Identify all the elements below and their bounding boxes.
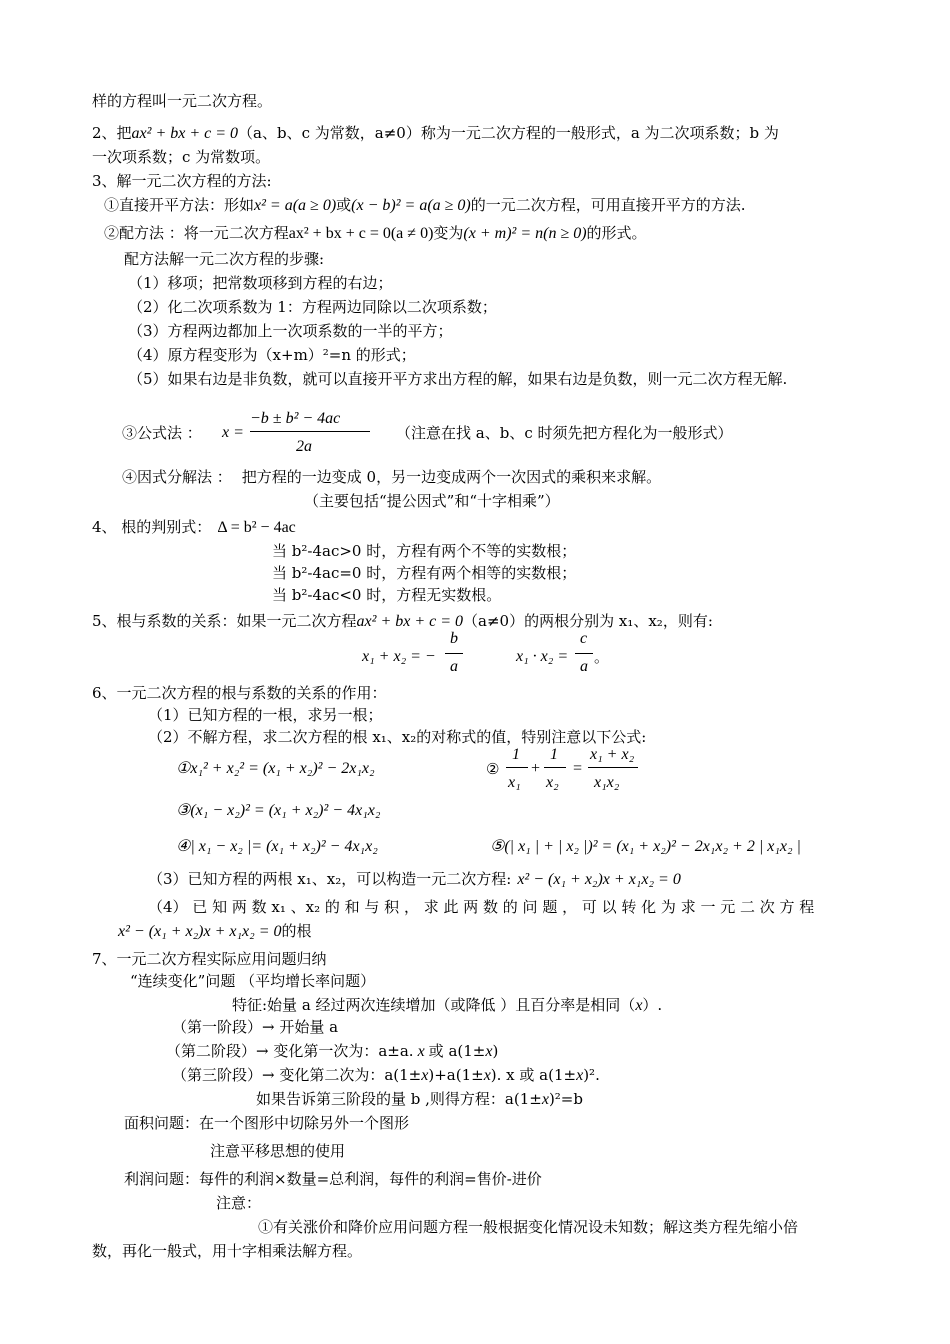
section-4-line bbox=[92, 518, 296, 537]
identity-4 bbox=[176, 838, 378, 856]
stage-3-text-g: )². bbox=[583, 1066, 600, 1084]
vieta-sum-numerator-text: b bbox=[450, 630, 458, 647]
identity-2-plus-text: + bbox=[530, 760, 541, 777]
identity-1 bbox=[176, 760, 375, 778]
method-1-line bbox=[104, 196, 746, 215]
identity-2-label-text: ② bbox=[486, 760, 500, 778]
identity-2-bar-1 bbox=[506, 767, 528, 768]
identity-2-den-1-text: x₁ bbox=[508, 774, 521, 791]
section-2-line-2 bbox=[92, 148, 270, 166]
method-1-or: 或 bbox=[336, 196, 352, 214]
identity-2-num-1-text: 1 bbox=[512, 746, 520, 763]
identity-5 bbox=[490, 838, 801, 856]
method-1-formula-1: x² = a(a ≥ 0) bbox=[254, 197, 337, 214]
note-1-text-b: 数，再化一般式，用十字相乘法解方程。 bbox=[92, 1242, 363, 1260]
identity-2-den-2-text: x₂ bbox=[546, 774, 559, 791]
stage-3-var-3: x bbox=[576, 1067, 584, 1084]
use-4-formula: x² − (x₁ + x₂)x + x₁x₂ = 0 bbox=[118, 923, 282, 940]
method-1-label: ①直接开平方法：形如 bbox=[104, 196, 255, 214]
discriminant-case-2 bbox=[272, 564, 576, 582]
quadratic-formula-numerator bbox=[250, 410, 340, 428]
feature-line bbox=[232, 996, 662, 1015]
note-1-line-1 bbox=[258, 1218, 798, 1236]
stage-2-var-2: x bbox=[485, 1043, 493, 1060]
method-3-note bbox=[396, 424, 732, 442]
step-1 bbox=[128, 274, 393, 292]
vieta-sum-denominator bbox=[450, 658, 458, 676]
vieta-product-numerator bbox=[580, 630, 587, 648]
continuous-change-heading bbox=[130, 972, 375, 990]
stage-3-var-2: x bbox=[483, 1067, 491, 1084]
result-text-b: )²=b bbox=[548, 1090, 583, 1108]
identity-2-label bbox=[486, 760, 499, 778]
stage-1-text: （第一阶段）→ 开始量 a bbox=[172, 1018, 339, 1036]
profit-problem-text: 利润问题：每件的利润×数量=总利润，每件的利润=售价-进价 bbox=[124, 1170, 542, 1188]
method-2-formula-1: ax² + bx + c = 0(a ≠ 0) bbox=[288, 225, 434, 242]
use-4-text: （4） 已 知 两 数 x₁ 、x₂ 的 和 与 积 ， 求 此 两 数 的 问 题 ， 可 以 转 化 为 求 一 元 二 次 方 程 bbox=[148, 898, 815, 916]
feature-tail: ）. bbox=[642, 996, 663, 1014]
vieta-product-bar bbox=[575, 653, 593, 654]
method-4-note-text: （主要包括“提公因式”和“十字相乘”） bbox=[304, 492, 560, 510]
use-4-line-2 bbox=[118, 922, 312, 941]
method-2-line bbox=[104, 224, 647, 243]
identity-2-den-2 bbox=[546, 774, 559, 792]
identity-4-text: ④| x₁ − x₂ |= (x₁ + x₂)² − 4x₁x₂ bbox=[176, 838, 378, 855]
section-3-heading bbox=[92, 172, 272, 190]
continuous-change-heading-text: “连续变化”问题 （平均增长率问题） bbox=[130, 972, 376, 990]
feature-text: 特征:始量 a 经过两次连续增加（或降低 ）且百分率是相同（ bbox=[232, 996, 636, 1014]
intro-text: 样的方程叫一元二次方程。 bbox=[92, 92, 273, 110]
section-6-heading-text: 6、一元二次方程的根与系数的关系的作用： bbox=[92, 684, 387, 702]
use-3-text: （3）已知方程的两根 x₁、x₂，可以构造一元二次方程: bbox=[148, 870, 512, 888]
method-3-label-text: ③公式法 ： bbox=[122, 424, 202, 442]
discriminant-case-3-text: 当 b²-4ac<0 时，方程无实数根。 bbox=[272, 586, 502, 604]
method-2-label: ②配方法 ：将一元二次方程 bbox=[104, 224, 289, 242]
vieta-sum-lhs-text: x₁ + x₂ = − bbox=[362, 648, 436, 665]
identity-2-num-2-text: 1 bbox=[550, 746, 558, 763]
stage-2 bbox=[166, 1042, 498, 1061]
use-1 bbox=[148, 706, 383, 724]
identity-2-num-1 bbox=[512, 746, 520, 764]
area-note bbox=[210, 1142, 345, 1160]
identity-2-bar-3 bbox=[588, 767, 638, 768]
identity-2-eq bbox=[572, 760, 583, 778]
quadratic-formula-denominator-text: 2a bbox=[296, 438, 312, 455]
profit-problem bbox=[124, 1170, 542, 1188]
general-form-formula: ax² + bx + c = 0 bbox=[131, 125, 239, 142]
identity-3-text: ③(x₁ − x₂)² = (x₁ + x₂)² − 4x₁x₂ bbox=[176, 802, 381, 819]
section-5-formula: ax² + bx + c = 0 bbox=[356, 613, 464, 630]
step-5 bbox=[128, 370, 787, 388]
section-2-prefix: 2、把 bbox=[92, 124, 132, 142]
area-note-text: 注意平移思想的使用 bbox=[210, 1142, 346, 1160]
discriminant-formula: Δ = b² − 4ac bbox=[217, 519, 296, 536]
stage-1 bbox=[172, 1018, 338, 1036]
quadratic-formula-bar bbox=[250, 431, 370, 432]
identity-1-text: ①x₁² + x₂² = (x₁ + x₂)² − 2x₁x₂ bbox=[176, 760, 375, 777]
step-4-text: （4）原方程变形为（x+m）²=n 的形式； bbox=[128, 346, 416, 364]
step-3-text: （3）方程两边都加上一次项系数的一半的平方； bbox=[128, 322, 453, 340]
method-4-text: 把方程的一边变成 0，另一边变成两个一次因式的乘积来求解。 bbox=[241, 468, 662, 486]
method-1-tail: 的一元二次方程，可用直接开平方的方法. bbox=[470, 196, 746, 214]
result-text-a: 如果告诉第三阶段的量 b ,则得方程：a(1± bbox=[256, 1090, 542, 1108]
identity-3 bbox=[176, 802, 380, 820]
result-variable: x bbox=[541, 1091, 549, 1108]
notice-label-text: 注意： bbox=[216, 1194, 262, 1212]
vieta-product-numerator-text: c bbox=[580, 630, 588, 647]
result-line bbox=[256, 1090, 583, 1109]
identity-2-num-2 bbox=[550, 746, 558, 764]
section-4-heading: 4、 根的判别式： bbox=[92, 518, 212, 536]
vieta-sum-lhs bbox=[362, 648, 436, 666]
section-6-heading bbox=[92, 684, 387, 702]
stage-3-text-a: （第三阶段）→ 变化第二次为：a(1± bbox=[172, 1066, 422, 1084]
section-3-heading-text: 3、解一元二次方程的方法: bbox=[92, 172, 272, 190]
identity-2-den-1 bbox=[508, 774, 521, 792]
discriminant-case-2-text: 当 b²-4ac=0 时，方程有两个相等的实数根； bbox=[272, 564, 577, 582]
area-problem bbox=[124, 1114, 409, 1132]
stage-3-text-e: ). x 或 a(1± bbox=[490, 1066, 577, 1084]
section-5-prefix: 5、根与系数的关系：如果一元二次方程 bbox=[92, 612, 357, 630]
vieta-product-lhs bbox=[516, 648, 568, 666]
step-2 bbox=[128, 298, 497, 316]
discriminant-case-3 bbox=[272, 586, 501, 604]
vieta-product-tail-text: 。 bbox=[594, 648, 610, 666]
quadratic-formula-denominator bbox=[296, 438, 312, 456]
identity-2-bar-2 bbox=[544, 767, 566, 768]
stage-3-text-c: )+a(1± bbox=[428, 1066, 484, 1084]
identity-2-num-3 bbox=[590, 746, 634, 764]
section-2-continuation: 一次项系数；c 为常数项。 bbox=[92, 148, 271, 166]
quadratic-formula-numerator-text: −b ± b² − 4ac bbox=[250, 410, 341, 427]
vieta-product-tail bbox=[594, 648, 609, 666]
step-1-text: （1）移项；把常数项移到方程的右边； bbox=[128, 274, 393, 292]
method-4-line bbox=[122, 468, 661, 486]
vieta-sum-denominator-text: a bbox=[450, 658, 458, 675]
stage-2-text-e: ) bbox=[492, 1042, 499, 1060]
notice-label bbox=[216, 1194, 261, 1212]
method-3-note-text: （注意在找 a、b、c 时须先把方程化为一般形式） bbox=[396, 424, 733, 442]
use-4-line-1 bbox=[148, 898, 814, 916]
note-1-line-2 bbox=[92, 1242, 362, 1260]
step-2-text: （2）化二次项系数为 1：方程两边同除以二次项系数； bbox=[128, 298, 497, 316]
step-3 bbox=[128, 322, 453, 340]
use-2 bbox=[148, 728, 646, 746]
stage-3 bbox=[172, 1066, 600, 1085]
identity-2-den-3-text: x₁x₂ bbox=[594, 774, 620, 791]
use-2-text: （2）不解方程，求二次方程的根 x₁、x₂的对称式的值，特别注意以下公式: bbox=[148, 728, 647, 746]
identity-2-eq-text: = bbox=[572, 760, 583, 777]
stage-2-text-a: （第二阶段）→ 变化第一次为：a±a. bbox=[166, 1042, 414, 1060]
quadratic-formula-lhs bbox=[222, 424, 244, 442]
quadratic-formula-lhs-text: x = bbox=[222, 424, 244, 441]
stage-3-var-1: x bbox=[421, 1067, 429, 1084]
section-2-description: （a、b、c 为常数，a≠0）称为一元二次方程的一般形式，a 为二次项系数；b 为 bbox=[238, 124, 779, 142]
method-4-label: ④因式分解法 ： bbox=[122, 468, 232, 486]
method-2-tail: 的形式。 bbox=[586, 224, 647, 242]
steps-heading-text: 配方法解一元二次方程的步骤: bbox=[124, 250, 325, 268]
feature-variable: x bbox=[635, 997, 643, 1014]
section-7-heading bbox=[92, 950, 327, 968]
section-2-line-1 bbox=[92, 124, 779, 143]
step-4 bbox=[128, 346, 416, 364]
discriminant-case-1-text: 当 b²-4ac>0 时，方程有两个不等的实数根； bbox=[272, 542, 577, 560]
area-problem-text: 面积问题：在一个图形中切除另外一个图形 bbox=[124, 1114, 410, 1132]
section-7-heading-text: 7、一元二次方程实际应用问题归纳 bbox=[92, 950, 327, 968]
section-5-line bbox=[92, 612, 713, 631]
vieta-product-lhs-text: x₁ · x₂ = bbox=[516, 648, 569, 665]
vieta-sum-numerator bbox=[450, 630, 458, 648]
steps-heading bbox=[124, 250, 324, 268]
use-3-formula: x² − (x₁ + x₂)x + x₁x₂ = 0 bbox=[517, 871, 681, 888]
intro-line bbox=[92, 92, 272, 110]
identity-2-plus bbox=[530, 760, 541, 778]
stage-2-var-1: x bbox=[417, 1043, 425, 1060]
method-4-note bbox=[304, 492, 560, 510]
use-1-text: （1）已知方程的一根，求另一根； bbox=[148, 706, 383, 724]
method-3-label bbox=[122, 424, 202, 442]
step-5-text: （5）如果右边是非负数，就可以直接开平方求出方程的解，如果右边是负数，则一元二次方程无解. bbox=[128, 370, 788, 388]
note-1-text-a: ①有关涨价和降价应用问题方程一般根据变化情况设未知数；解这类方程先缩小倍 bbox=[258, 1218, 799, 1236]
vieta-product-denominator bbox=[580, 658, 588, 676]
method-2-mid: 变为 bbox=[433, 224, 464, 242]
identity-2-den-3 bbox=[594, 774, 619, 792]
identity-2-num-3-text: x₁ + x₂ bbox=[590, 746, 635, 763]
stage-2-text-c: 或 a(1± bbox=[428, 1042, 486, 1060]
vieta-sum-bar bbox=[445, 653, 463, 654]
discriminant-case-1 bbox=[272, 542, 576, 560]
method-1-formula-2: (x − b)² = a(a ≥ 0) bbox=[351, 197, 471, 214]
use-4-tail: 的根 bbox=[281, 922, 312, 940]
vieta-product-denominator-text: a bbox=[580, 658, 588, 675]
section-5-mid: （a≠0）的两根分别为 x₁、x₂，则有: bbox=[463, 612, 713, 630]
identity-5-text: ⑤(| x₁ | + | x₂ |)² = (x₁ + x₂)² − 2x₁x₂ + 2 | x₁x₂ | bbox=[490, 838, 801, 855]
use-3 bbox=[148, 870, 681, 889]
method-2-formula-2: (x + m)² = n(n ≥ 0) bbox=[463, 225, 587, 242]
